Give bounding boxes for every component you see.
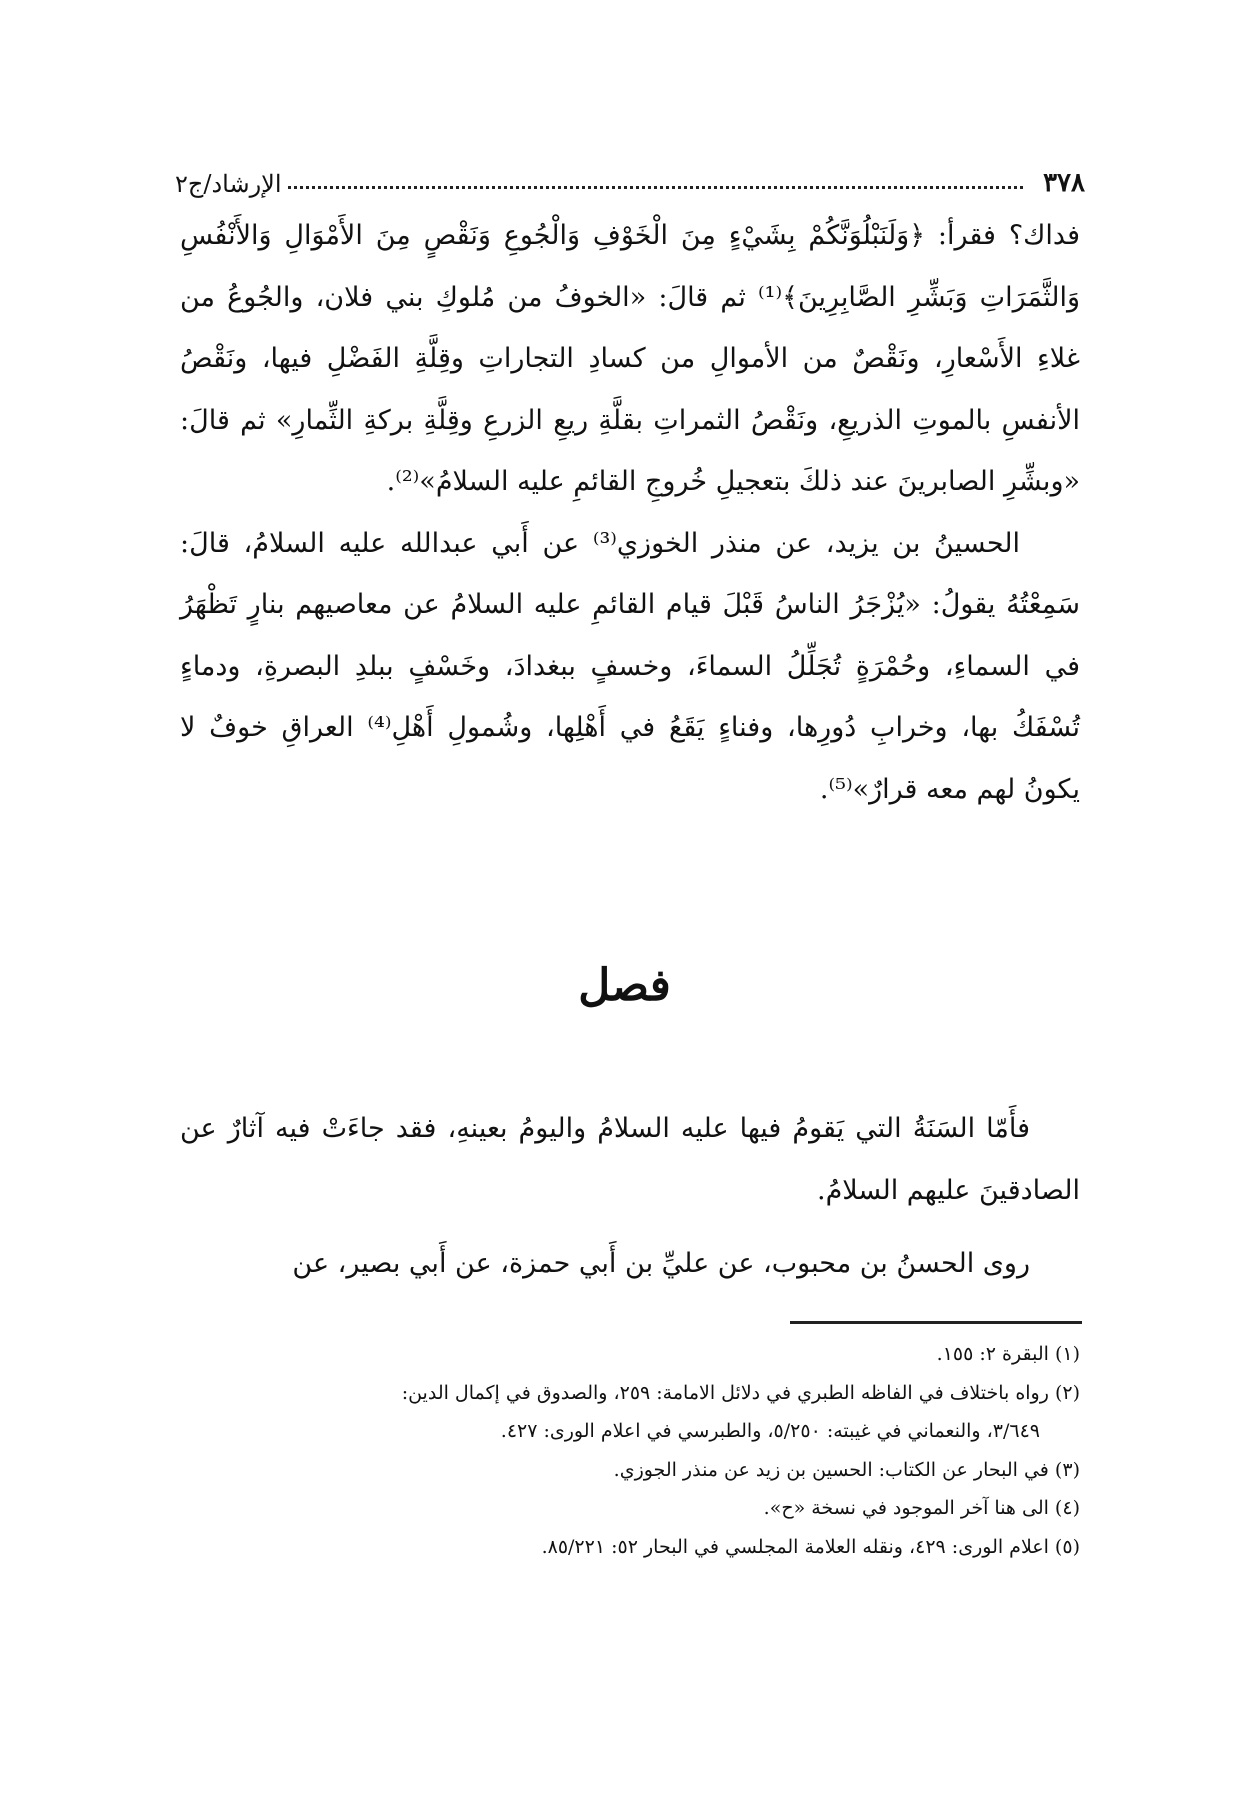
footnote-3: (٣) في البحار عن الكتاب: الحسين بن زيد عن منذر الجوزي. [613, 1458, 1080, 1481]
paragraph-2: الحسينُ بن يزيد، عن منذر الخوزي⁽³⁾ عن أَبي عبدالله عليه السلامُ، قالَ: سَمِعْتُهُ يقولُ: «يُزْجَرُ الناسُ قَبْلَ قيام القائمِ عليه السلامُ عن معاصيهم بنارٍ تَظْهَرُ في السماءِ، وحُمْرَةٍ تُجَلِّلُ السماءَ، وخسفٍ ببغدادَ، وخَسْفٍ ببلدِ البصرةِ، ودماءٍ تُسْفَكُ بها، وخرابِ دُورِها، وفناءٍ يَقَعُ في أَهْلِها، وشُمولِ أَهْلِ⁽⁴⁾ العراقِ خوفٌ لا يكونُ لهم معه قرارٌ»⁽⁵⁾. [180, 527, 1080, 805]
footnote-2-continuation: ٣/٦٤٩، والنعماني في غيبته: ٥/٢٥٠، والطبرسي في اعلام الورى: ٤٢٧. [500, 1420, 1040, 1442]
page-number: ٣٧٨ [1043, 168, 1085, 198]
main-text [180, 205, 1080, 820]
header-leader-dots [288, 186, 1024, 189]
section-paragraph-1: فأَمّا السَنَةُ التي يَقومُ فيها عليه السلامُ واليومُ بعينهِ، فقد جاءَتْ فيه آثارٌ عن الصادقينَ عليهم السلامُ. [180, 1113, 1080, 1206]
section-paragraph-2: روى الحسنُ بن محبوب، عن عليِّ بن أَبي حمزة، عن أَبي بصير، عن [292, 1248, 1030, 1279]
footnote-4: (٤) الى هنا آخر الموجود في نسخة «ح». [763, 1497, 1080, 1519]
footnote-separator [790, 1321, 1082, 1324]
footnote-5: (٥) اعلام الورى: ٤٢٩، ونقله العلامة المجلسي في البحار ٥٢: ٨٥/٢٢١. [541, 1535, 1080, 1558]
running-title: الإرشاد/ج٢ [175, 170, 282, 198]
footnote-2: (٢) رواه باختلاف في الفاظه الطبري في دلائل الامامة: ٢٥٩، والصدوق في إكمال الدين: [401, 1381, 1080, 1404]
page-header [175, 158, 1085, 198]
section-heading: فصل [578, 960, 671, 1011]
section-text [180, 1098, 1080, 1295]
footnotes [180, 1335, 1080, 1566]
paragraph-1: فداك؟ فقرأ: ﴿وَلَنَبْلُوَنَّكُمْ بِشَيْءٍ مِنَ الْخَوْفِ وَالْجُوعِ وَنَقْصٍ مِنَ الأَمْوَالِ وَالأَنْفُسِ وَالثَّمَرَاتِ وَبَشِّرِ الصَّابِرِينَ﴾⁽¹⁾ ثم قالَ: «الخوفُ من مُلوكِ بني فلان، والجُوعُ من غلاءِ الأَسْعارِ، ونَقْصٌ من الأموالِ من كسادِ التجاراتِ وقِلَّةِ الفَضْلِ فيها، ونَقْصُ الأنفسِ بالموتِ الذريعِ، ونَقْصُ الثمراتِ بقلَّةِ ريعِ الزرعِ وقِلَّةِ بركةِ الثِّمارِ» ثم قالَ: «وبشِّرِ الصابرينَ عند ذلكَ بتعجيلِ خُروجِ القائمِ عليه السلامُ»⁽²⁾. [180, 220, 1081, 497]
footnote-1: (١) البقرة ٢: ١٥٥. [936, 1343, 1080, 1365]
